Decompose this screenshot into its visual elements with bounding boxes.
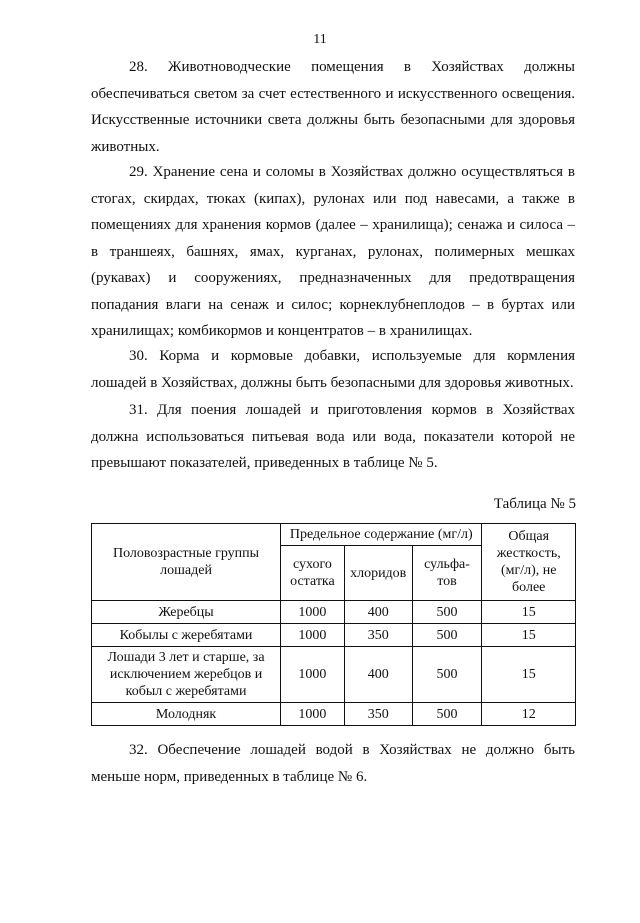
cell-group: Кобылы с жеребятами: [92, 624, 281, 647]
table-row: [92, 601, 576, 624]
header-hardness: Общая жесткость, (мг/л), не более: [482, 524, 576, 601]
cell-group: Лошади 3 лет и старше, за исключением жеребцов и кобыл с жеребятами: [92, 647, 281, 703]
header-chlorides: хлоридов: [344, 546, 412, 601]
cell-sulfates: 500: [412, 601, 482, 624]
paragraph-32: [91, 737, 575, 790]
paragraph-30-text: 30. Корма и кормовые добавки, используемые для кормления лошадей в Хозяйствах, должны быть безопасными для здоровья животных.: [91, 348, 575, 391]
cell-hardness: 15: [482, 624, 576, 647]
cell-residue: 1000: [281, 703, 345, 726]
table-header-row: [92, 524, 576, 546]
cell-sulfates: 500: [412, 703, 482, 726]
page-number: 11: [313, 32, 327, 47]
table-row: [92, 703, 576, 726]
cell-chlorides: 350: [344, 624, 412, 647]
header-sulfates: сульфа-тов: [412, 546, 482, 601]
cell-residue: 1000: [281, 601, 345, 624]
paragraph-28-text: 28. Животноводческие помещения в Хозяйствах должны обеспечиваться светом за счет естественного и искусственного освещения. Искусственные источники света должны быть безопасными для здоровья животных.: [91, 59, 575, 155]
paragraph-30: [91, 343, 575, 396]
paragraph-32-text: 32. Обеспечение лошадей водой в Хозяйствах не должно быть меньше норм, приведенных в таблице № 6.: [91, 742, 575, 785]
paragraph-31: [91, 397, 575, 477]
paragraph-29-text: 29. Хранение сена и соломы в Хозяйствах должно осуществляться в стогах, скирдах, тюках (кипах), рулонах или под навесами, а также в помещениях для хранения кормов (далее – хранилища); сенажа и силоса – в траншеях, башнях, ямах, курганах, рулонах, полимерных мешках (рукавах) и сооружениях, предназначенных для предотвращения попадания влаги на сенаж и силос; корнеклубнеплодов – в буртах или хранилищах; комбикормов и концентратов – в хранилищах.: [91, 164, 575, 339]
cell-group: Жеребцы: [92, 601, 281, 624]
header-residue: сухого остатка: [281, 546, 345, 601]
paragraph-29: [91, 159, 575, 345]
cell-residue: 1000: [281, 647, 345, 703]
table-row: [92, 624, 576, 647]
cell-hardness: 12: [482, 703, 576, 726]
cell-hardness: 15: [482, 647, 576, 703]
cell-sulfates: 500: [412, 647, 482, 703]
header-group: Половозрастные группы лошадей: [92, 524, 281, 601]
header-limit: Предельное содержание (мг/л): [281, 524, 482, 546]
cell-sulfates: 500: [412, 624, 482, 647]
table-caption: Таблица № 5: [493, 496, 576, 512]
cell-chlorides: 350: [344, 703, 412, 726]
table-row: [92, 647, 576, 703]
cell-chlorides: 400: [344, 601, 412, 624]
cell-hardness: 15: [482, 601, 576, 624]
cell-group: Молодняк: [92, 703, 281, 726]
paragraph-31-text: 31. Для поения лошадей и приготовления кормов в Хозяйствах должна использоваться питьевая вода или вода, показатели которой не превышают показателей, приведенных в таблице № 5.: [91, 402, 575, 471]
cell-residue: 1000: [281, 624, 345, 647]
cell-chlorides: 400: [344, 647, 412, 703]
water-quality-table: [91, 523, 576, 726]
paragraph-28: [91, 54, 575, 160]
